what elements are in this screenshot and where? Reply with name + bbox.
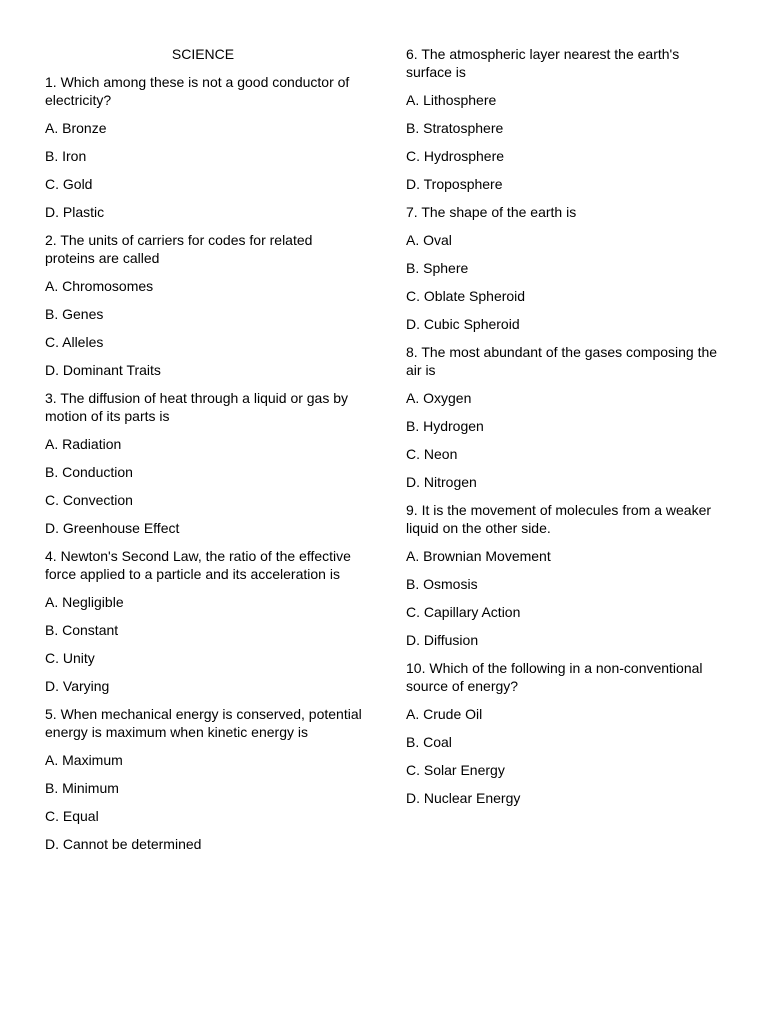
question-text: 6. The atmospheric layer nearest the earth's surface is xyxy=(406,46,680,80)
answer-option: C. Gold xyxy=(45,176,93,192)
question-9 xyxy=(406,501,726,649)
answer-option: C. Unity xyxy=(45,650,95,666)
answer-option: C. Capillary Action xyxy=(406,604,521,620)
answer-option: C. Neon xyxy=(406,446,458,462)
answer-option: D. Diffusion xyxy=(406,632,479,648)
answer-option: A. Oval xyxy=(406,232,452,248)
question-text: 4. Newton's Second Law, the ratio of the effective force applied to a particle and its acceleration is xyxy=(45,548,351,582)
answer-option: C. Oblate Spheroid xyxy=(406,288,526,304)
answer-option: D. Nuclear Energy xyxy=(406,790,521,806)
answer-option: D. Plastic xyxy=(45,204,105,220)
question-text: 3. The diffusion of heat through a liquid or gas by motion of its parts is xyxy=(45,390,349,424)
answer-option: B. Conduction xyxy=(45,464,133,480)
question-3 xyxy=(45,389,365,537)
answer-option: B. Constant xyxy=(45,622,119,638)
answer-option: C. Convection xyxy=(45,492,133,508)
answer-option: C. Solar Energy xyxy=(406,762,505,778)
question-text: 8. The most abundant of the gases composing the air is xyxy=(406,344,718,378)
answer-option: D. Dominant Traits xyxy=(45,362,161,378)
answer-option: C. Hydrosphere xyxy=(406,148,505,164)
question-4 xyxy=(45,547,365,695)
answer-option: D. Varying xyxy=(45,678,110,694)
answer-option: B. Stratosphere xyxy=(406,120,504,136)
question-text: 7. The shape of the earth is xyxy=(406,204,577,220)
answer-option: A. Lithosphere xyxy=(406,92,497,108)
answer-option: A. Negligible xyxy=(45,594,124,610)
question-5 xyxy=(45,705,365,853)
answer-option: D. Cubic Spheroid xyxy=(406,316,520,332)
answer-option: B. Osmosis xyxy=(406,576,478,592)
answer-option: C. Equal xyxy=(45,808,99,824)
left-column xyxy=(45,45,365,863)
answer-option: A. Bronze xyxy=(45,120,107,136)
question-text: 1. Which among these is not a good conductor of electricity? xyxy=(45,74,350,108)
question-6 xyxy=(406,45,726,193)
answer-option: B. Sphere xyxy=(406,260,469,276)
question-text: 10. Which of the following in a non-conventional source of energy? xyxy=(406,660,703,694)
answer-option: D. Cannot be determined xyxy=(45,836,202,852)
answer-option: A. Radiation xyxy=(45,436,122,452)
question-8 xyxy=(406,343,726,491)
answer-option: D. Nitrogen xyxy=(406,474,477,490)
answer-option: B. Hydrogen xyxy=(406,418,484,434)
question-2 xyxy=(45,231,365,379)
answer-option: B. Coal xyxy=(406,734,452,750)
answer-option: C. Alleles xyxy=(45,334,104,350)
answer-option: D. Greenhouse Effect xyxy=(45,520,180,536)
answer-option: D. Troposphere xyxy=(406,176,503,192)
question-1 xyxy=(45,73,365,221)
answer-option: A. Crude Oil xyxy=(406,706,483,722)
question-text: 9. It is the movement of molecules from a weaker liquid on the other side. xyxy=(406,502,712,536)
question-10 xyxy=(406,659,726,807)
answer-option: B. Minimum xyxy=(45,780,119,796)
answer-option: A. Chromosomes xyxy=(45,278,154,294)
document-title: SCIENCE xyxy=(171,46,235,62)
question-text: 2. The units of carriers for codes for related proteins are called xyxy=(45,232,313,266)
question-text: 5. When mechanical energy is conserved, potential energy is maximum when kinetic energy is xyxy=(45,706,362,740)
question-7 xyxy=(406,203,726,333)
answer-option: A. Brownian Movement xyxy=(406,548,551,564)
answer-option: A. Maximum xyxy=(45,752,123,768)
answer-option: B. Iron xyxy=(45,148,87,164)
answer-option: B. Genes xyxy=(45,306,104,322)
answer-option: A. Oxygen xyxy=(406,390,472,406)
right-column xyxy=(406,45,726,817)
